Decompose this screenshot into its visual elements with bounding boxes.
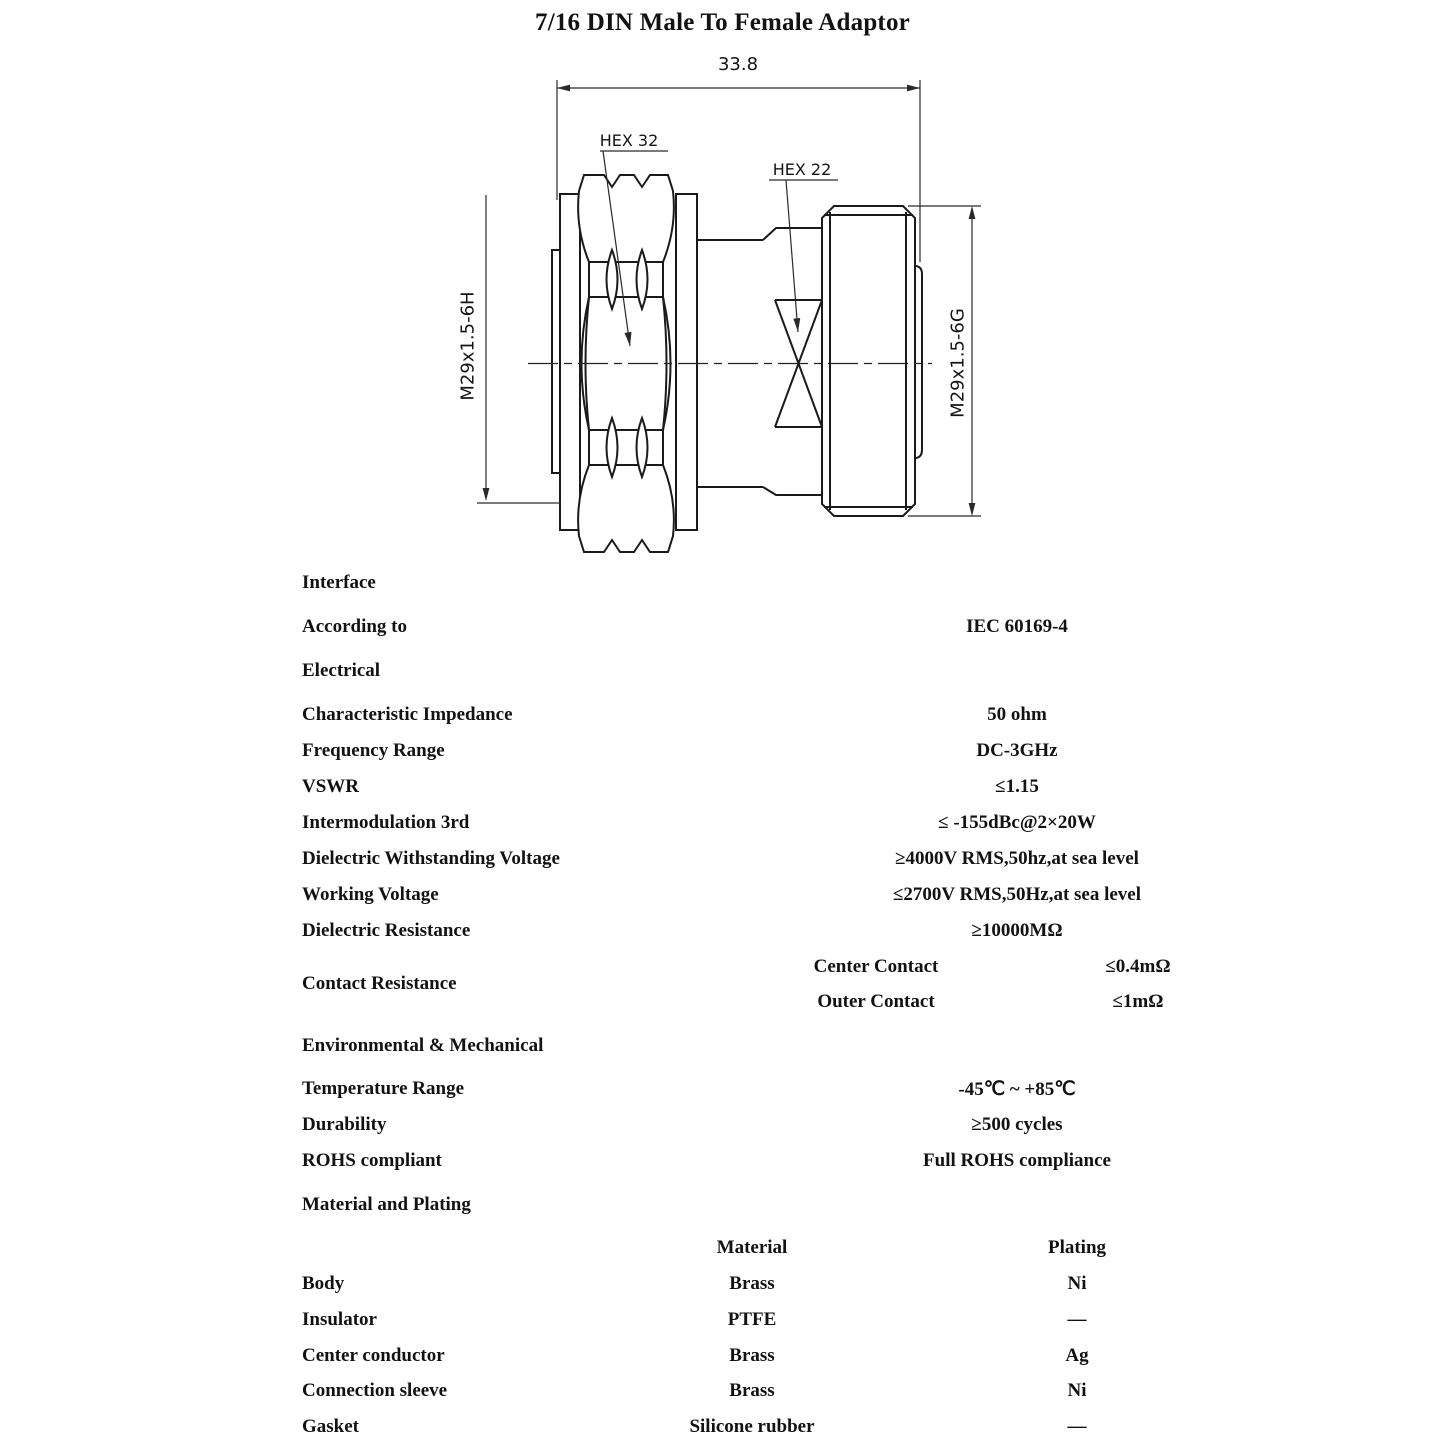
spec-value: ≤1.15	[995, 776, 1039, 797]
plating-column-header: Plating	[1047, 1237, 1107, 1258]
material-value: Brass	[729, 1273, 775, 1294]
arrowhead	[907, 85, 920, 92]
spec-value: Full ROHS compliance	[923, 1150, 1111, 1171]
spec-value: ≤ -155dBc@2×20W	[938, 812, 1096, 833]
arrowhead	[969, 206, 976, 219]
spec-label: VSWR	[302, 776, 360, 797]
spec-value: 50 ohm	[987, 704, 1047, 725]
section-header-interface	[0, 572, 1445, 598]
spec-value: DC-3GHz	[976, 740, 1058, 761]
spec-subvalue: ≤0.4mΩ	[1105, 956, 1171, 977]
spec-row-intermodulation	[0, 812, 1445, 838]
spec-row-according-to	[0, 616, 1445, 642]
material-row-insulator	[0, 1309, 1445, 1335]
spec-subvalue: ≤1mΩ	[1112, 991, 1164, 1012]
right-thread-label: M29x1.5-6G	[947, 308, 969, 418]
section-label: Environmental & Mechanical	[302, 1035, 544, 1056]
material-row-connection-sleeve	[0, 1380, 1445, 1406]
part-label: Connection sleeve	[302, 1380, 448, 1401]
technical-drawing	[0, 40, 1445, 575]
part-label: Body	[302, 1273, 345, 1294]
gasket-end-plate	[552, 250, 560, 473]
part-label: Insulator	[302, 1309, 377, 1330]
plating-value: Ag	[1065, 1345, 1089, 1366]
spec-value: ≥500 cycles	[971, 1114, 1063, 1135]
body-silhouette	[822, 206, 915, 516]
spec-value: -45℃ ~ +85℃	[958, 1079, 1076, 1100]
spec-label: Temperature Range	[302, 1078, 465, 1099]
spec-value: ≥4000V RMS,50hz,at sea level	[895, 848, 1139, 869]
spec-row-impedance	[0, 704, 1445, 730]
spec-subrow-outer-contact	[0, 991, 1445, 1017]
material-row-body	[0, 1273, 1445, 1299]
arrowhead	[969, 503, 976, 516]
overall-length-label: 33.8	[717, 54, 759, 75]
plating-value: Ni	[1067, 1380, 1087, 1401]
spec-label: Characteristic Impedance	[302, 704, 513, 725]
material-value: Silicone rubber	[689, 1416, 815, 1437]
part-label: Center conductor	[302, 1345, 445, 1366]
spec-value: IEC 60169-4	[966, 616, 1068, 637]
spec-label: Dielectric Withstanding Voltage	[302, 848, 560, 869]
hex22-bottom-edge	[763, 487, 822, 495]
hex22-label: HEX 22	[772, 160, 832, 179]
hex22-leader	[786, 180, 798, 332]
arrowhead	[793, 318, 800, 332]
hex22-top-edge	[763, 228, 822, 240]
section-header-environmental	[0, 1035, 1445, 1061]
spec-row-dielectric-resistance	[0, 920, 1445, 946]
section-label: Electrical	[302, 660, 381, 681]
spec-value: ≤2700V RMS,50Hz,at sea level	[892, 884, 1142, 905]
spec-label: Contact Resistance	[302, 973, 457, 994]
left-thread-label: M29x1.5-6H	[457, 291, 479, 401]
spec-sublabel: Center Contact	[813, 956, 939, 977]
material-table-header	[0, 1237, 1445, 1263]
part-label: Gasket	[302, 1416, 359, 1437]
female-body	[822, 206, 922, 516]
section-header-electrical	[0, 660, 1445, 686]
spec-row-rohs	[0, 1150, 1445, 1176]
spec-subrow-center-contact	[0, 956, 1445, 982]
plating-value: —	[1067, 1309, 1087, 1330]
spec-label: Frequency Range	[302, 740, 445, 761]
spec-value: ≥10000MΩ	[971, 920, 1063, 941]
material-value: PTFE	[727, 1309, 777, 1330]
spec-row-dielectric-withstanding	[0, 848, 1445, 874]
spec-label: Durability	[302, 1114, 387, 1135]
spec-label: ROHS compliant	[302, 1150, 442, 1171]
material-column-header: Material	[716, 1237, 788, 1258]
spec-row-temperature-range	[0, 1078, 1445, 1104]
hex32-label: HEX 32	[599, 131, 659, 150]
page-title: 7/16 DIN Male To Female Adaptor	[535, 9, 910, 36]
spec-label: Dielectric Resistance	[302, 920, 471, 941]
section-label: Material and Plating	[302, 1194, 471, 1215]
spec-label: According to	[302, 616, 408, 637]
spec-row-working-voltage	[0, 884, 1445, 910]
section-label: Interface	[302, 572, 376, 593]
spec-row-durability	[0, 1114, 1445, 1140]
arrowhead	[483, 488, 490, 501]
right-flange-plate	[676, 194, 697, 530]
spec-label: Intermodulation 3rd	[302, 812, 470, 833]
left-flange-plate	[560, 194, 580, 530]
arrowhead	[557, 85, 570, 92]
material-value: Brass	[729, 1380, 775, 1401]
material-row-center-conductor	[0, 1345, 1445, 1371]
spec-row-frequency-range	[0, 740, 1445, 766]
material-value: Brass	[729, 1345, 775, 1366]
spec-sublabel: Outer Contact	[817, 991, 935, 1012]
spec-label: Working Voltage	[302, 884, 439, 905]
section-header-material-plating	[0, 1194, 1445, 1220]
material-row-gasket	[0, 1416, 1445, 1442]
spec-row-vswr	[0, 776, 1445, 802]
plating-value: —	[1067, 1416, 1087, 1437]
plating-value: Ni	[1067, 1273, 1087, 1294]
